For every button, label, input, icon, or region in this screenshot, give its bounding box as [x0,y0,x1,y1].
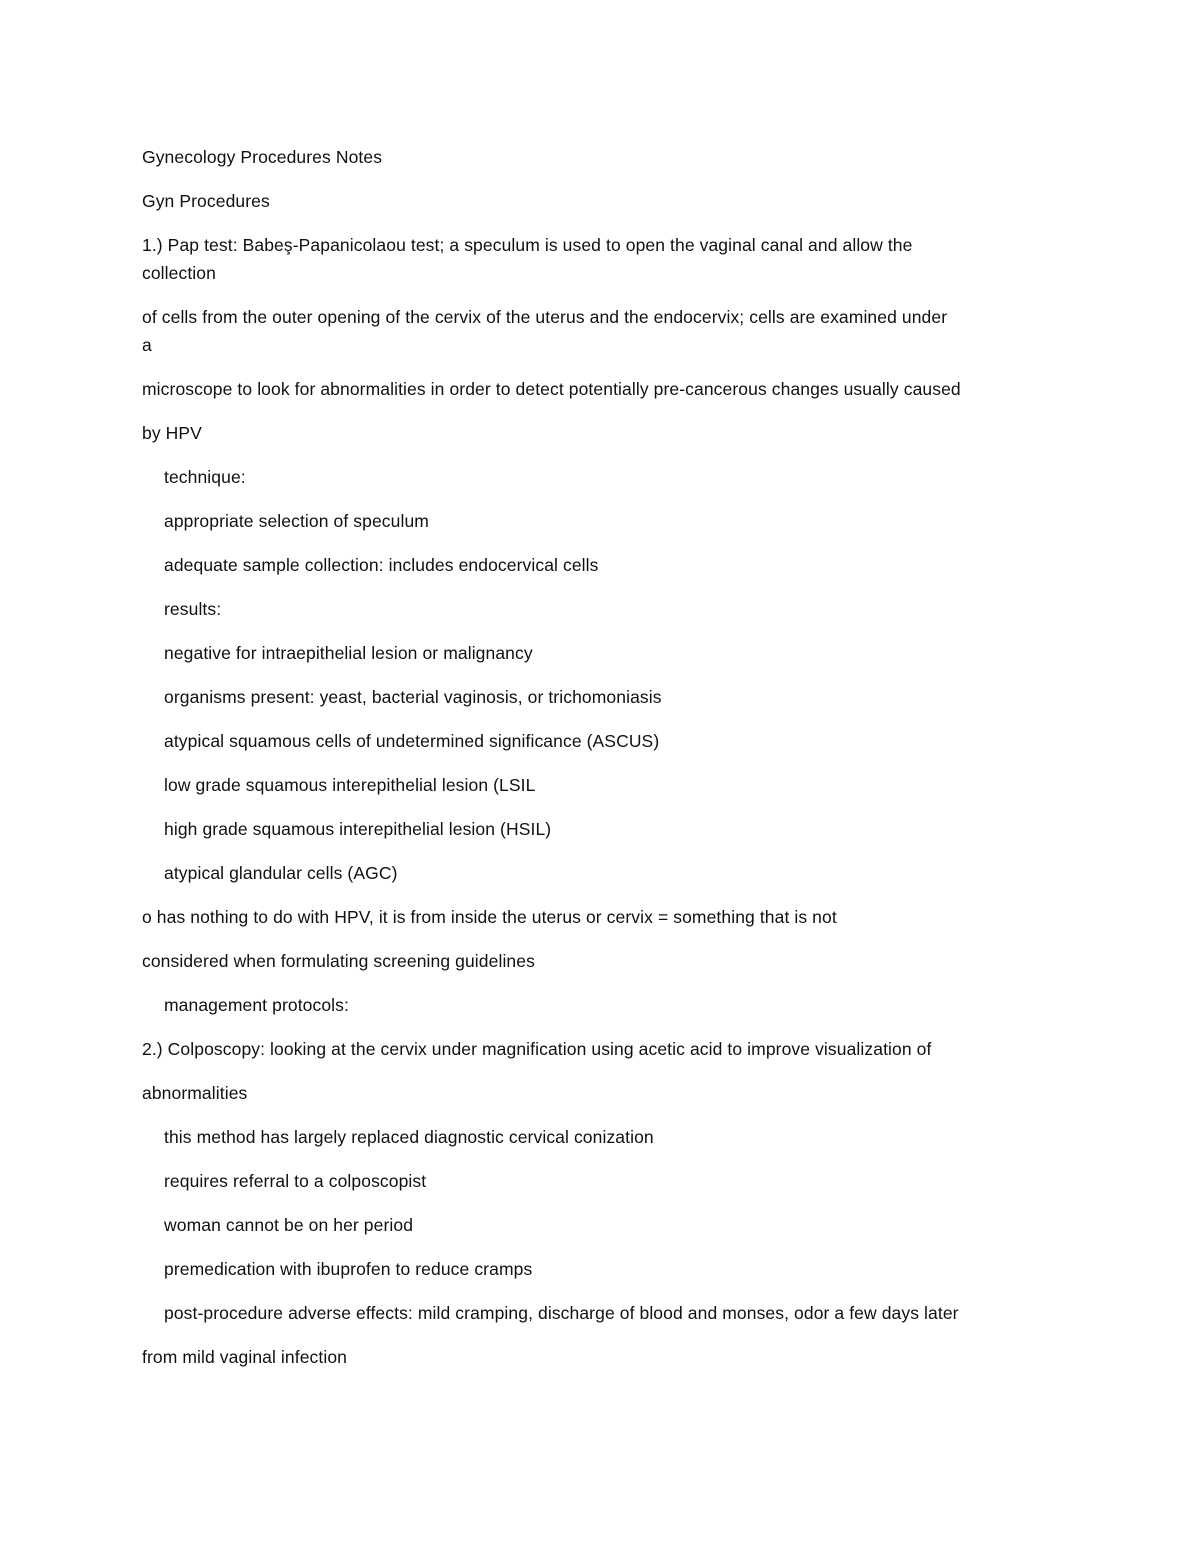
list-item-text: post-procedure adverse effects: mild cramping, discharge of blood and monses, odor a few days later [164,1303,959,1323]
list-item [142,1167,1072,1195]
pap-test-line-4: by HPV [142,423,202,443]
document-body [142,143,1072,1387]
list-item-text: negative for intraepithelial lesion or malignancy [164,643,533,663]
list-item [142,551,1072,579]
pap-test-line-2a: of cells from the outer opening of the cervix of the uterus and the endocervix; cells are examined under [142,307,948,327]
list-item-text: technique: [164,467,246,487]
list-item-text: adequate sample collection: includes endocervical cells [164,555,599,575]
list-item-text: this method has largely replaced diagnostic cervical conization [164,1127,654,1147]
management-protocols-text: management protocols: [164,995,349,1015]
list-item-text: organisms present: yeast, bacterial vaginosis, or trichomoniasis [164,687,662,707]
pap-test-line-1b: collection [142,263,216,283]
list-item-text: high grade squamous interepithelial lesion (HSIL) [164,819,552,839]
list-item [142,595,1072,623]
list-item [142,1123,1072,1151]
list-item [142,771,1072,799]
list-item [142,1299,1072,1327]
agc-note-line-2: considered when formulating screening guidelines [142,951,535,971]
document-title: Gynecology Procedures Notes [142,147,383,167]
list-item-text: requires referral to a colposcopist [164,1171,427,1191]
list-item [142,463,1072,491]
list-item [142,859,1072,887]
list-item [142,507,1072,535]
colposcopy-line-1: 2.) Colposcopy: looking at the cervix under magnification using acetic acid to improve visualization of [142,1039,932,1059]
list-item [142,727,1072,755]
colposcopy-line-2: abnormalities [142,1083,248,1103]
pap-test-line-3: microscope to look for abnormalities in order to detect potentially pre-cancerous changes usually caused [142,379,961,399]
list-item [142,683,1072,711]
list-item-text: appropriate selection of speculum [164,511,429,531]
list-item-text: results: [164,599,222,619]
list-item-text: premedication with ibuprofen to reduce cramps [164,1259,533,1279]
section-heading: Gyn Procedures [142,191,270,211]
list-item [142,1255,1072,1283]
list-item-text: atypical glandular cells (AGC) [164,863,398,883]
pap-test-line-2b: a [142,335,152,355]
list-item [142,639,1072,667]
list-item [142,1211,1072,1239]
pap-test-line-1a: 1.) Pap test: Babeş-Papanicolaou test; a speculum is used to open the vaginal canal and allow the [142,235,913,255]
agc-note-line-1: o has nothing to do with HPV, it is from inside the uterus or cervix = something that is not [142,907,837,927]
list-item-text: low grade squamous interepithelial lesion (LSIL [164,775,536,795]
list-item-text: woman cannot be on her period [164,1215,414,1235]
list-item-text: atypical squamous cells of undetermined significance (ASCUS) [164,731,660,751]
list-item [142,815,1072,843]
list-item [142,991,1072,1019]
final-line: from mild vaginal infection [142,1347,348,1367]
